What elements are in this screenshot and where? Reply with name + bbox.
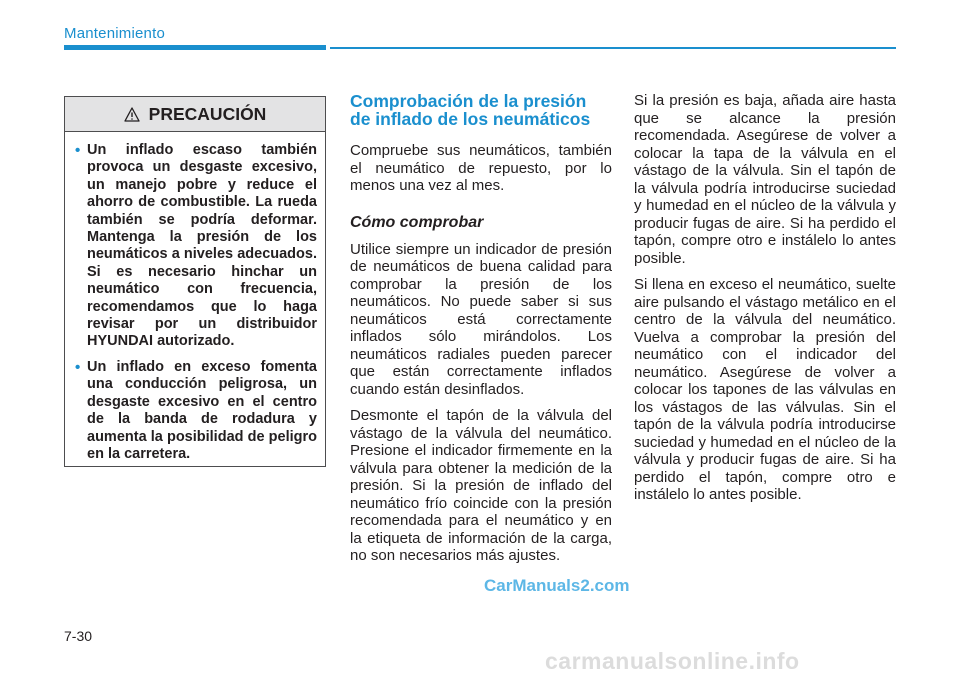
warning-triangle-icon: [124, 107, 140, 122]
subsection-title: Cómo comprobar: [350, 213, 484, 231]
section-title-line-1: Comprobación de la presión: [350, 91, 587, 111]
header-rule-thick: [64, 45, 326, 50]
right-column: [634, 92, 896, 513]
paragraph-overinflation: Si llena en exceso el neumático, suelte aire pulsando el vástago metálico en el centro de la válvula del neumático. Vuelva a comprobar la presión del neumático con el indicador del neumático. Asegúrese de volver a colocar los tapones de las válvulas en los vástagos de las válvulas. Sin el tapón de la válvula podría introducirse suciedad y humedad en el núcleo de la válvula y producir fugas de aire. Si ha perdido el tapón, compre otro e instálelo lo antes posible.: [634, 276, 896, 503]
page-number: 7-30: [64, 628, 93, 644]
paragraph-low-pressure: Si la presión es baja, añada aire hasta que se alcance la presión recomendada. Asegúrese de volver a colocar la tapa de la válvula en el vástago de la válvula. Sin el tapón de la válvula podría introducirse suciedad y humedad en el núcleo de la válvula y producir fugas de aire. Si ha perdido el tapón, compre otro e instálelo lo antes posible.: [634, 92, 896, 267]
caution-box: [64, 96, 326, 467]
main-column: [350, 92, 612, 574]
section-title: [350, 92, 612, 128]
caution-header: [65, 97, 325, 132]
section-title-line-2: de inflado de los neumáticos: [350, 109, 591, 129]
caution-item: • Un inflado en exceso fomenta una conducción peligrosa, un desgaste excesivo en el centro de la banda de rodadura y aumenta la posibilidad de peligro en la carretera.: [77, 359, 317, 463]
caution-list: [65, 132, 325, 463]
caution-heading: PRECAUCIÓN: [148, 103, 267, 124]
caution-item: • Un inflado escaso también provoca un desgaste excesivo, un manejo pobre y reduce el ahorro de combustible. La rueda también se podría deformar. Mantenga la presión de los neumáticos a niveles adecuados. Si es necesario hinchar un neumático con frecuencia, recomendamos que lo haga revisar por un distribuidor HYUNDAI autorizado.: [77, 142, 317, 351]
paragraph-measure: Desmonte el tapón de la válvula del vástago de la válvula del neumático. Presione el indicador firmemente en la válvula para obtener la medición de la presión. Si la presión de inflado del neumático frío coincide con la presión recomendada para el neumático y en la etiqueta de información de la carga, no son necesarios más ajustes.: [350, 407, 612, 564]
footer-watermark: carmanualsonline.info: [545, 648, 800, 674]
header-rule-thin: [330, 47, 896, 49]
intro-paragraph: Compruebe sus neumáticos, también el neumático de repuesto, por lo menos una vez al mes.: [350, 142, 612, 194]
section-header-title: Mantenimiento: [64, 25, 165, 42]
paragraph-gauge: Utilice siempre un indicador de presión de neumáticos de buena calidad para comprobar la presión de los neumáticos. No puede saber si sus neumáticos está correctamente inflados sólo mirándolos. Los neumáticos radiales pueden parecer que están correctamente inflados cuando están desinflados.: [350, 240, 612, 398]
watermark-link[interactable]: CarManuals2.com: [484, 576, 630, 595]
